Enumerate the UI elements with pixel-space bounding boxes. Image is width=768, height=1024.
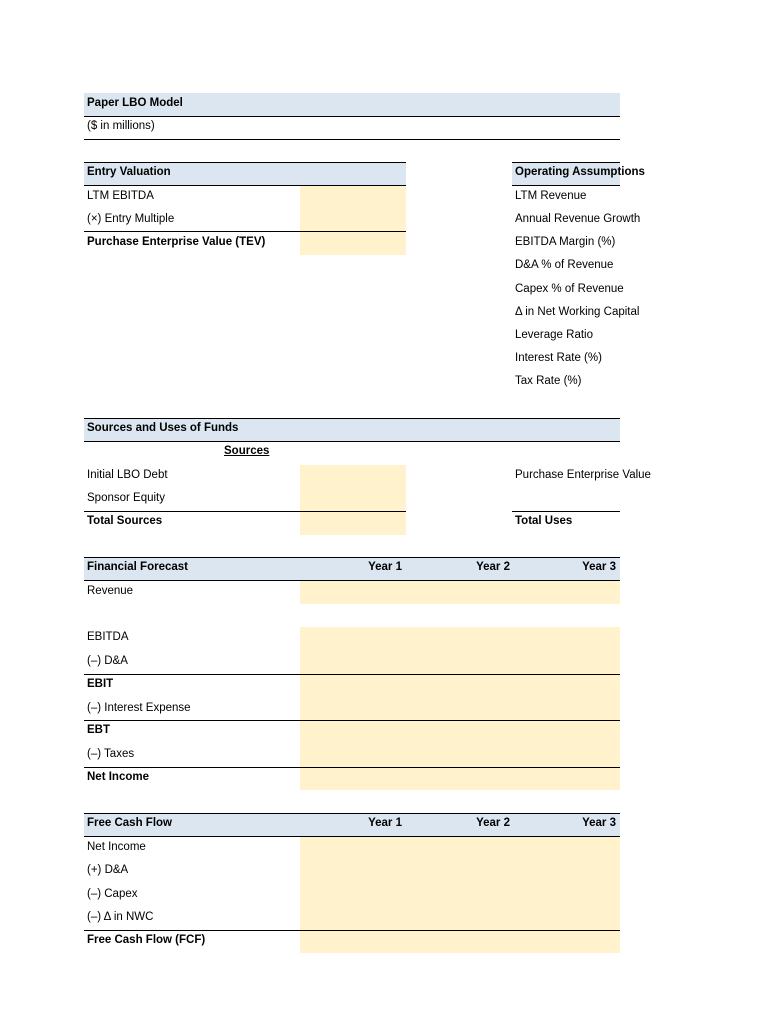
- initial-lbo-debt-label: Initial LBO Debt: [87, 469, 168, 481]
- assumption-capex-pct: Capex % of Revenue: [515, 283, 624, 295]
- sources-column-label: Sources: [224, 445, 270, 457]
- divider: [84, 441, 620, 442]
- fcf-year-2: Year 2: [476, 817, 510, 829]
- ebt-label: EBT: [87, 724, 110, 736]
- total-sources-input[interactable]: [300, 512, 406, 535]
- forecast-year-2: Year 2: [476, 561, 510, 573]
- assumption-tax-rate: Tax Rate (%): [515, 375, 582, 387]
- purchase-tev-input[interactable]: [300, 232, 406, 255]
- ltm-ebitda-label: LTM EBITDA: [87, 190, 154, 202]
- divider: [84, 116, 620, 117]
- fcf-year-1: Year 1: [368, 817, 402, 829]
- fcf-da-label: (+) D&A: [87, 864, 129, 876]
- total-sources-label: Total Sources: [87, 515, 163, 527]
- assumption-da-pct: D&A % of Revenue: [515, 259, 614, 271]
- purchase-tev-label: Purchase Enterprise Value (TEV): [87, 236, 266, 248]
- assumption-leverage: Leverage Ratio: [515, 329, 593, 341]
- operating-assumptions-header: Operating Assumptions: [515, 166, 645, 178]
- forecast-year-3: Year 3: [582, 561, 616, 573]
- forecast-year-1: Year 1: [368, 561, 402, 573]
- free-cash-flow-input-block[interactable]: [300, 837, 620, 953]
- uses-purchase-tev-label: Purchase Enterprise Value: [515, 469, 651, 481]
- da-label: (–) D&A: [87, 655, 128, 667]
- units-note: ($ in millions): [87, 120, 155, 132]
- initial-lbo-debt-input[interactable]: [300, 465, 406, 488]
- entry-valuation-header: Entry Valuation: [87, 166, 171, 178]
- entry-multiple-input[interactable]: [300, 208, 406, 231]
- ltm-ebitda-input[interactable]: [300, 186, 406, 208]
- sponsor-equity-label: Sponsor Equity: [87, 492, 165, 504]
- fcf-nwc-label: (–) Δ in NWC: [87, 911, 154, 923]
- divider: [84, 720, 620, 721]
- fcf-year-3: Year 3: [582, 817, 616, 829]
- ebit-label: EBIT: [87, 678, 114, 690]
- divider: [84, 139, 620, 140]
- income-statement-input-block[interactable]: [300, 627, 620, 790]
- revenue-label: Revenue: [87, 585, 134, 597]
- revenue-input-row[interactable]: [300, 581, 620, 604]
- assumption-revenue-growth: Annual Revenue Growth: [515, 213, 641, 225]
- ebitda-label: EBITDA: [87, 631, 129, 643]
- assumption-ebitda-margin: EBITDA Margin (%): [515, 236, 616, 248]
- total-uses-label: Total Uses: [515, 515, 573, 527]
- free-cash-flow-total-label: Free Cash Flow (FCF): [87, 934, 206, 946]
- divider: [84, 767, 620, 768]
- fcf-capex-label: (–) Capex: [87, 888, 138, 900]
- divider: [84, 674, 620, 675]
- assumption-nwc: Δ in Net Working Capital: [515, 306, 640, 318]
- sponsor-equity-input[interactable]: [300, 488, 406, 511]
- fcf-net-income-label: Net Income: [87, 841, 146, 853]
- free-cash-flow-header: Free Cash Flow: [87, 817, 172, 829]
- financial-forecast-header: Financial Forecast: [87, 561, 188, 573]
- model-title: Paper LBO Model: [87, 97, 183, 109]
- net-income-label: Net Income: [87, 771, 149, 783]
- assumption-ltm-revenue: LTM Revenue: [515, 190, 587, 202]
- entry-multiple-label: (×) Entry Multiple: [87, 213, 175, 225]
- interest-expense-label: (–) Interest Expense: [87, 702, 191, 714]
- assumption-interest-rate: Interest Rate (%): [515, 352, 602, 364]
- taxes-label: (–) Taxes: [87, 748, 135, 760]
- sources-uses-header: Sources and Uses of Funds: [87, 422, 239, 434]
